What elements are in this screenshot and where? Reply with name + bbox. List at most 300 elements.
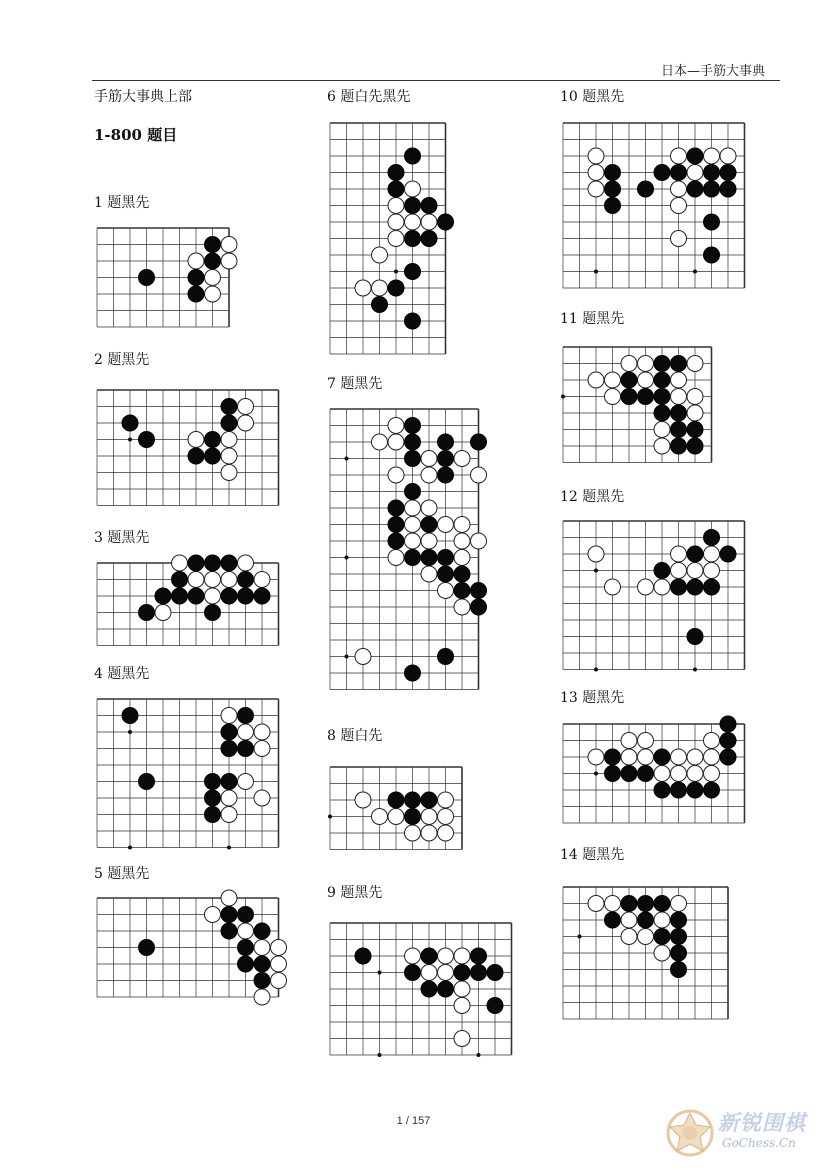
white-stone xyxy=(372,809,388,825)
white-stone xyxy=(421,214,437,230)
white-stone xyxy=(588,165,604,181)
hoshi-point xyxy=(345,556,349,560)
black-stone xyxy=(205,605,221,621)
white-stone xyxy=(588,749,604,765)
black-stone xyxy=(605,181,621,197)
white-stone xyxy=(588,372,604,388)
board-grid xyxy=(96,389,280,507)
problem-label-1: 1 题黑先 xyxy=(94,195,150,211)
black-stone xyxy=(487,998,503,1014)
go-board-7 xyxy=(329,408,480,691)
black-stone xyxy=(654,563,670,579)
black-stone xyxy=(454,583,470,599)
white-stone xyxy=(588,896,604,912)
white-stone xyxy=(221,708,237,724)
black-stone xyxy=(654,929,670,945)
hoshi-point xyxy=(594,668,598,672)
hoshi-point xyxy=(394,270,398,274)
black-stone xyxy=(671,912,687,928)
white-stone xyxy=(254,741,270,757)
board-grid xyxy=(96,227,230,328)
white-stone xyxy=(687,766,703,782)
black-stone xyxy=(638,912,654,928)
black-stone xyxy=(638,896,654,912)
black-stone xyxy=(654,405,670,421)
black-stone xyxy=(438,434,454,450)
white-stone xyxy=(205,907,221,923)
white-stone xyxy=(454,948,470,964)
white-stone xyxy=(238,774,254,790)
white-stone xyxy=(221,807,237,823)
white-stone xyxy=(388,467,404,483)
white-stone xyxy=(271,973,287,989)
black-stone xyxy=(188,286,204,302)
page-number: 1 / 157 xyxy=(396,1115,431,1127)
hoshi-point xyxy=(578,935,582,939)
black-stone xyxy=(221,907,237,923)
white-stone xyxy=(388,198,404,214)
white-stone xyxy=(421,500,437,516)
white-stone xyxy=(704,766,720,782)
watermark-text: 新锐围棋 xyxy=(718,1110,806,1135)
black-stone xyxy=(638,766,654,782)
go-board-5 xyxy=(96,897,280,998)
white-stone xyxy=(687,563,703,579)
white-stone xyxy=(254,724,270,740)
white-stone xyxy=(454,1031,470,1047)
watermark-emblem-icon xyxy=(662,1103,718,1159)
white-stone xyxy=(438,792,454,808)
white-stone xyxy=(638,356,654,372)
white-stone xyxy=(238,555,254,571)
white-stone xyxy=(605,896,621,912)
black-stone xyxy=(139,432,155,448)
white-stone xyxy=(671,766,687,782)
black-stone xyxy=(421,981,437,997)
go-board-1 xyxy=(96,227,230,328)
problem-label-9: 9 题黑先 xyxy=(327,885,383,901)
hoshi-point xyxy=(128,730,132,734)
black-stone xyxy=(720,546,736,562)
black-stone xyxy=(654,165,670,181)
white-stone xyxy=(638,733,654,749)
black-stone xyxy=(605,766,621,782)
black-stone xyxy=(221,774,237,790)
white-stone xyxy=(421,965,437,981)
white-stone xyxy=(405,533,421,549)
white-stone xyxy=(638,749,654,765)
black-stone xyxy=(438,550,454,566)
black-stone xyxy=(687,782,703,798)
board-grid xyxy=(329,122,447,355)
black-stone xyxy=(687,422,703,438)
board-grid xyxy=(329,408,480,691)
board-grid xyxy=(329,766,463,851)
black-stone xyxy=(355,948,371,964)
white-stone xyxy=(588,181,604,197)
black-stone xyxy=(238,907,254,923)
white-stone xyxy=(205,270,221,286)
black-stone xyxy=(139,940,155,956)
white-stone xyxy=(238,724,254,740)
black-stone xyxy=(687,148,703,164)
white-stone xyxy=(438,583,454,599)
white-stone xyxy=(188,572,204,588)
hoshi-point xyxy=(345,655,349,659)
black-stone xyxy=(720,181,736,197)
white-stone xyxy=(454,550,470,566)
black-stone xyxy=(405,792,421,808)
black-stone xyxy=(172,572,188,588)
white-stone xyxy=(421,566,437,582)
white-stone xyxy=(638,372,654,388)
white-stone xyxy=(421,825,437,841)
white-stone xyxy=(588,148,604,164)
white-stone xyxy=(621,749,637,765)
black-stone xyxy=(438,214,454,230)
black-stone xyxy=(122,415,138,431)
white-stone xyxy=(471,467,487,483)
white-stone xyxy=(388,434,404,450)
white-stone xyxy=(254,989,270,1005)
black-stone xyxy=(421,231,437,247)
problem-label-4: 4 题黑先 xyxy=(94,666,150,682)
white-stone xyxy=(454,451,470,467)
white-stone xyxy=(405,181,421,197)
white-stone xyxy=(454,533,470,549)
black-stone xyxy=(405,264,421,280)
white-stone xyxy=(654,579,670,595)
white-stone xyxy=(471,533,487,549)
black-stone xyxy=(654,356,670,372)
white-stone xyxy=(388,418,404,434)
black-stone xyxy=(438,451,454,467)
black-stone xyxy=(605,912,621,928)
white-stone xyxy=(254,790,270,806)
black-stone xyxy=(704,214,720,230)
white-stone xyxy=(221,253,237,269)
white-stone xyxy=(671,896,687,912)
range-title: 1-800 题目 xyxy=(94,126,178,144)
white-stone xyxy=(671,231,687,247)
black-stone xyxy=(671,438,687,454)
white-stone xyxy=(155,605,171,621)
white-stone xyxy=(438,825,454,841)
white-stone xyxy=(588,546,604,562)
black-stone xyxy=(205,253,221,269)
white-stone xyxy=(205,286,221,302)
black-stone xyxy=(221,741,237,757)
black-stone xyxy=(254,588,270,604)
white-stone xyxy=(372,280,388,296)
white-stone xyxy=(438,517,454,533)
black-stone xyxy=(704,247,720,263)
white-stone xyxy=(238,415,254,431)
white-stone xyxy=(421,809,437,825)
problem-label-6: 6 题白先黑先 xyxy=(327,89,411,105)
white-stone xyxy=(271,956,287,972)
problem-label-14: 14 题黑先 xyxy=(560,847,625,863)
go-board-3 xyxy=(96,562,280,647)
black-stone xyxy=(704,165,720,181)
black-stone xyxy=(671,422,687,438)
white-stone xyxy=(405,948,421,964)
black-stone xyxy=(654,389,670,405)
hoshi-point xyxy=(345,457,349,461)
white-stone xyxy=(388,550,404,566)
white-stone xyxy=(355,792,371,808)
hoshi-point xyxy=(378,971,382,975)
black-stone xyxy=(405,198,421,214)
black-stone xyxy=(687,629,703,645)
black-stone xyxy=(720,716,736,732)
white-stone xyxy=(388,231,404,247)
black-stone xyxy=(671,405,687,421)
black-stone xyxy=(254,956,270,972)
white-stone xyxy=(704,733,720,749)
go-board-9 xyxy=(329,922,513,1056)
white-stone xyxy=(421,533,437,549)
white-stone xyxy=(405,500,421,516)
white-stone xyxy=(205,572,221,588)
white-stone xyxy=(671,181,687,197)
black-stone xyxy=(388,517,404,533)
hoshi-point xyxy=(378,1053,382,1057)
black-stone xyxy=(621,766,637,782)
white-stone xyxy=(221,465,237,481)
black-stone xyxy=(372,297,388,313)
white-stone xyxy=(704,546,720,562)
black-stone xyxy=(405,665,421,681)
white-stone xyxy=(687,356,703,372)
black-stone xyxy=(205,790,221,806)
book-title: 手筋大事典上部 xyxy=(94,89,192,105)
black-stone xyxy=(221,399,237,415)
white-stone xyxy=(654,912,670,928)
black-stone xyxy=(205,555,221,571)
black-stone xyxy=(671,929,687,945)
problem-label-12: 12 题黑先 xyxy=(560,489,625,505)
black-stone xyxy=(221,555,237,571)
white-stone xyxy=(238,923,254,939)
white-stone xyxy=(687,165,703,181)
black-stone xyxy=(605,165,621,181)
white-stone xyxy=(221,790,237,806)
go-board-6 xyxy=(329,122,447,355)
black-stone xyxy=(638,181,654,197)
white-stone xyxy=(221,448,237,464)
white-stone xyxy=(704,148,720,164)
white-stone xyxy=(454,599,470,615)
white-stone xyxy=(388,214,404,230)
black-stone xyxy=(238,708,254,724)
black-stone xyxy=(438,467,454,483)
board-grid xyxy=(96,698,280,849)
black-stone xyxy=(454,566,470,582)
white-stone xyxy=(621,912,637,928)
problem-label-7: 7 题黑先 xyxy=(327,376,383,392)
black-stone xyxy=(421,198,437,214)
black-stone xyxy=(438,981,454,997)
black-stone xyxy=(188,448,204,464)
hoshi-point xyxy=(693,270,697,274)
black-stone xyxy=(471,583,487,599)
board-grid xyxy=(96,562,280,647)
black-stone xyxy=(704,181,720,197)
black-stone xyxy=(238,572,254,588)
white-stone xyxy=(687,749,703,765)
white-stone xyxy=(687,389,703,405)
watermark-url: GoChess.Cn xyxy=(722,1136,796,1150)
black-stone xyxy=(654,749,670,765)
black-stone xyxy=(671,579,687,595)
header-rule xyxy=(92,80,780,81)
hoshi-point xyxy=(594,270,598,274)
black-stone xyxy=(405,809,421,825)
black-stone xyxy=(405,484,421,500)
black-stone xyxy=(405,148,421,164)
white-stone xyxy=(221,890,237,906)
black-stone xyxy=(188,270,204,286)
white-stone xyxy=(405,825,421,841)
board-grid xyxy=(562,723,746,824)
white-stone xyxy=(638,579,654,595)
white-stone xyxy=(421,451,437,467)
white-stone xyxy=(172,555,188,571)
white-stone xyxy=(405,517,421,533)
black-stone xyxy=(654,372,670,388)
white-stone xyxy=(704,749,720,765)
black-stone xyxy=(122,708,138,724)
problem-label-5: 5 题黑先 xyxy=(94,866,150,882)
black-stone xyxy=(188,555,204,571)
black-stone xyxy=(238,956,254,972)
black-stone xyxy=(605,198,621,214)
running-header: 日本—手筋大事典 xyxy=(660,64,765,79)
white-stone xyxy=(221,572,237,588)
black-stone xyxy=(405,418,421,434)
black-stone xyxy=(421,517,437,533)
black-stone xyxy=(205,807,221,823)
white-stone xyxy=(405,214,421,230)
black-stone xyxy=(421,550,437,566)
black-stone xyxy=(654,782,670,798)
black-stone xyxy=(487,965,503,981)
black-stone xyxy=(405,965,421,981)
hoshi-point xyxy=(328,815,332,819)
black-stone xyxy=(205,448,221,464)
black-stone xyxy=(621,896,637,912)
white-stone xyxy=(254,940,270,956)
black-stone xyxy=(654,896,670,912)
white-stone xyxy=(238,399,254,415)
problem-label-2: 2 题黑先 xyxy=(94,352,150,368)
black-stone xyxy=(704,579,720,595)
black-stone xyxy=(671,945,687,961)
black-stone xyxy=(405,434,421,450)
problem-label-3: 3 题黑先 xyxy=(94,530,150,546)
white-stone xyxy=(271,940,287,956)
white-stone xyxy=(671,546,687,562)
black-stone xyxy=(388,792,404,808)
white-stone xyxy=(188,432,204,448)
white-stone xyxy=(654,945,670,961)
white-stone xyxy=(654,438,670,454)
white-stone xyxy=(221,432,237,448)
black-stone xyxy=(155,588,171,604)
black-stone xyxy=(704,782,720,798)
black-stone xyxy=(621,389,637,405)
black-stone xyxy=(388,533,404,549)
go-board-8 xyxy=(329,766,463,851)
black-stone xyxy=(172,588,188,604)
black-stone xyxy=(254,923,270,939)
black-stone xyxy=(238,588,254,604)
white-stone xyxy=(388,809,404,825)
black-stone xyxy=(388,500,404,516)
black-stone xyxy=(205,237,221,253)
watermark-logo xyxy=(662,1103,822,1163)
black-stone xyxy=(421,948,437,964)
white-stone xyxy=(671,749,687,765)
black-stone xyxy=(221,724,237,740)
white-stone xyxy=(621,356,637,372)
go-board-13 xyxy=(562,723,746,824)
white-stone xyxy=(654,766,670,782)
white-stone xyxy=(438,948,454,964)
black-stone xyxy=(687,181,703,197)
white-stone xyxy=(372,247,388,263)
black-stone xyxy=(405,231,421,247)
white-stone xyxy=(671,389,687,405)
black-stone xyxy=(471,965,487,981)
go-board-4 xyxy=(96,698,280,849)
white-stone xyxy=(454,517,470,533)
black-stone xyxy=(205,432,221,448)
white-stone xyxy=(454,998,470,1014)
black-stone xyxy=(254,973,270,989)
board-grid xyxy=(329,922,513,1056)
black-stone xyxy=(720,165,736,181)
black-stone xyxy=(405,451,421,467)
white-stone xyxy=(605,389,621,405)
black-stone xyxy=(454,965,470,981)
hoshi-point xyxy=(693,668,697,672)
white-stone xyxy=(421,467,437,483)
white-stone xyxy=(254,572,270,588)
black-stone xyxy=(687,438,703,454)
black-stone xyxy=(238,741,254,757)
black-stone xyxy=(720,733,736,749)
white-stone xyxy=(671,372,687,388)
black-stone xyxy=(139,270,155,286)
problem-label-11: 11 题黑先 xyxy=(560,311,625,327)
white-stone xyxy=(438,965,454,981)
black-stone xyxy=(671,962,687,978)
white-stone xyxy=(687,405,703,421)
black-stone xyxy=(687,579,703,595)
black-stone xyxy=(221,415,237,431)
white-stone xyxy=(621,733,637,749)
black-stone xyxy=(388,165,404,181)
go-board-12 xyxy=(562,520,746,671)
black-stone xyxy=(388,280,404,296)
white-stone xyxy=(671,148,687,164)
black-stone xyxy=(139,605,155,621)
black-stone xyxy=(638,389,654,405)
black-stone xyxy=(605,749,621,765)
black-stone xyxy=(221,923,237,939)
